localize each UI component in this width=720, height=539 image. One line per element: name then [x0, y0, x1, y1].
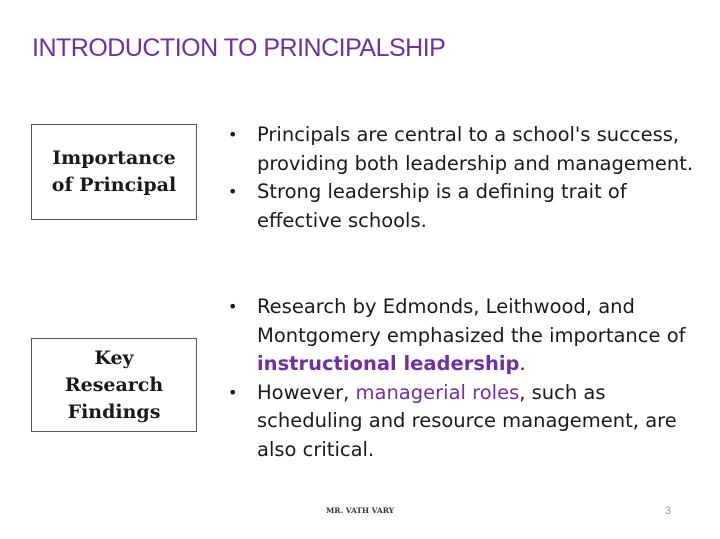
bullet-item	[228, 121, 708, 178]
bullet-text	[257, 381, 677, 461]
label-line: Importance	[52, 147, 176, 169]
bullet-text-part: , such as scheduling and resource management, are also critical.	[257, 380, 677, 461]
bullet-text-part: Research by Edmonds, Leithwood, and Montgomery emphasized the importance of	[257, 295, 686, 347]
bullet-dot-icon: •	[228, 382, 238, 402]
highlight-instructional-leadership: instructional leadership	[257, 352, 520, 375]
label-line: of Principal	[51, 174, 177, 196]
bullet-text: Principals are central to a school's success, providing both leadership and management.	[257, 123, 694, 175]
bullet-text	[257, 295, 686, 375]
bullet-dot-icon: •	[228, 182, 238, 201]
footer-author: MR. VATH VARY	[325, 506, 395, 515]
bullet-item	[228, 293, 708, 379]
label-text	[52, 145, 176, 199]
highlight-managerial-roles: managerial roles	[355, 380, 520, 404]
label-box-importance-of-principal	[31, 124, 197, 220]
bullet-text: Strong leadership is a defining trait of effective schools.	[257, 180, 627, 232]
label-box-key-research-findings	[31, 338, 197, 432]
label-line: Research	[64, 373, 164, 396]
bullet-list-importance	[228, 121, 708, 235]
slide-title: INTRODUCTION TO PRINCIPALSHIP	[32, 34, 446, 62]
bullet-item	[228, 379, 708, 465]
label-line: Key	[94, 346, 134, 369]
bullet-list-research	[228, 293, 708, 464]
bullet-dot-icon: •	[228, 125, 238, 144]
bullet-text-part: .	[519, 352, 526, 375]
label-line: Findings	[67, 400, 161, 423]
label-text	[65, 345, 163, 426]
bullet-item	[228, 178, 708, 235]
page-number: 3	[665, 505, 672, 517]
bullet-dot-icon: •	[228, 297, 238, 316]
bullet-text-part: However,	[257, 380, 356, 404]
